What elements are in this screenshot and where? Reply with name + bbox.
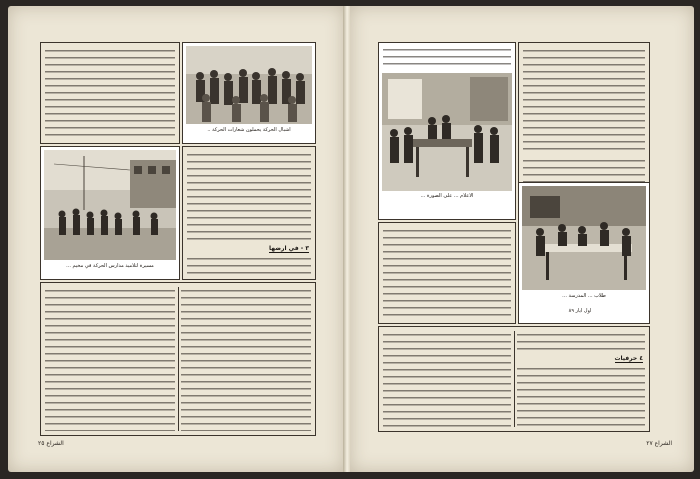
right-mid-text-block <box>383 227 511 319</box>
right-bottom-text-frame <box>378 326 650 432</box>
left-subhead: ٣ - في ارضها <box>269 245 309 252</box>
left-top-text-block <box>45 47 175 139</box>
left-bottom-text-frame <box>40 282 316 436</box>
right-bottom-photo-caption: اول ايار ٨٩ <box>568 308 592 314</box>
left-top-photo <box>186 46 312 124</box>
right-bottom-text-col-right-top <box>517 331 645 353</box>
left-top-text-frame <box>40 42 180 144</box>
left-mid-text-block-2 <box>187 255 311 275</box>
right-top-photo <box>382 73 512 191</box>
right-bottom-text-col-left <box>383 331 511 427</box>
left-mid-photo <box>44 150 176 260</box>
right-mid-text-frame <box>378 222 516 324</box>
column-divider <box>178 287 179 431</box>
column-divider-right <box>514 331 515 427</box>
left-mid-photo-caption: مسيرة لتلاميذ مدارس الحركة في مخيم ... <box>66 263 154 269</box>
left-bottom-text-col-left <box>45 287 175 431</box>
right-page <box>350 6 694 472</box>
right-mid-photo-caption: طلاب ... المدرسة ... <box>562 293 606 299</box>
right-top-text-block <box>523 47 645 151</box>
right-top-photo-caption: الاعلام ... على الصورة ... <box>420 193 474 199</box>
left-top-photo-caption: اشبال الحركة يحملون شعارات الحركة .. <box>207 127 291 133</box>
right-page-footer: الشراع ٢٧ <box>646 440 672 447</box>
right-top-photo-frame <box>378 42 516 220</box>
left-mid-text-frame <box>182 146 316 280</box>
right-mid-photo <box>522 186 646 290</box>
left-bottom-text-col-right <box>181 287 311 431</box>
right-bottom-text-col-right <box>517 365 645 427</box>
left-top-photo-frame <box>182 42 316 144</box>
left-mid-text-block <box>187 151 311 243</box>
right-subhead: ٤ حرفيات <box>614 355 643 362</box>
right-top-photo-intro-text <box>383 46 511 70</box>
left-page <box>8 6 344 472</box>
left-mid-photo-frame <box>40 146 180 280</box>
left-page-footer: الشراع ٢٥ <box>38 440 64 447</box>
right-mid-photo-frame <box>518 182 650 324</box>
